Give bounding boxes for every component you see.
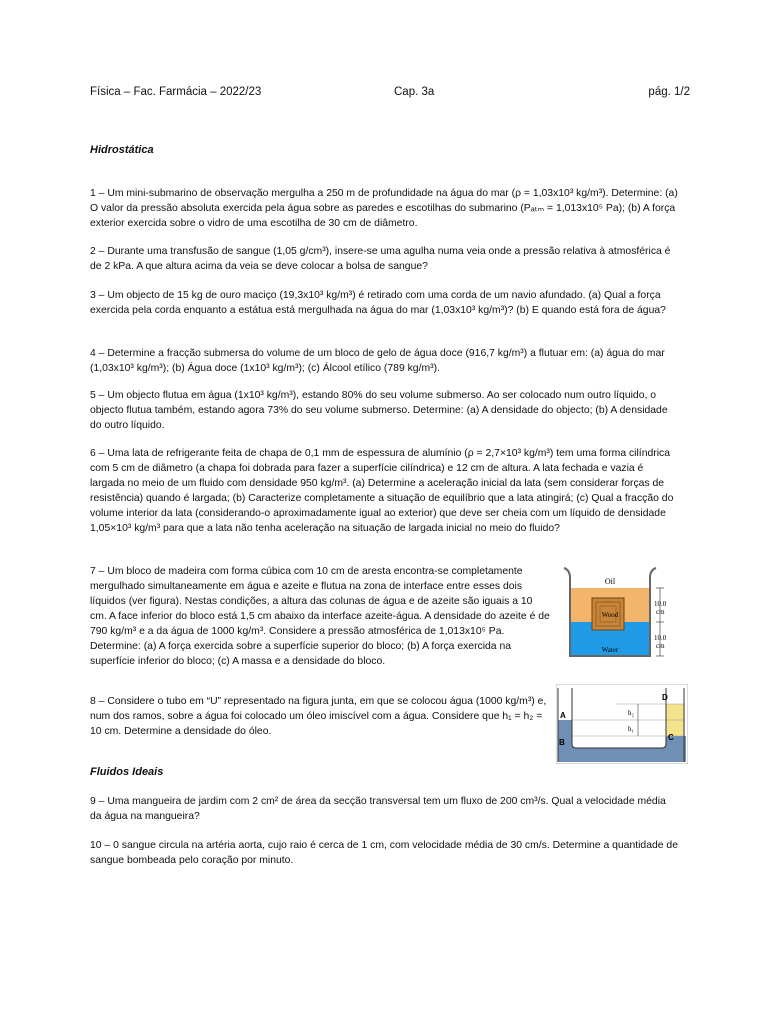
question-1-text: 1 – Um mini-submarino de observação mergulha a 250 m de profundidade na água do mar (ρ = 1,03x10³ kg/m³). Determine: (a) O valor da pressão absoluta exercida pela água sobre as paredes e escotilhas do submarino (Pₐₜₘ = 1,013x10⁵ Pa); (b) A força exterior exercida sobre o vidro de uma escotilha de 30 cm de diâmetro. bbox=[90, 188, 678, 229]
point-d-label: D bbox=[662, 693, 668, 702]
oil-label: Oil bbox=[604, 577, 616, 586]
section-title-hidrostatica: Hidrostática bbox=[90, 144, 154, 156]
question-6 bbox=[90, 446, 678, 536]
question-9 bbox=[90, 794, 678, 824]
question-7 bbox=[90, 564, 552, 669]
dimension-top-unit: cm bbox=[656, 608, 665, 616]
dimension-bottom-value: 10.0 bbox=[654, 634, 667, 642]
point-c-label: C bbox=[668, 733, 674, 742]
h1-label: h₁ bbox=[628, 725, 634, 733]
question-9-text: 9 – Uma mangueira de jardim com 2 cm² de área da secção transversal tem um fluxo de 200 cm³/s. Qual a velocidade média da água na mangueira? bbox=[90, 796, 666, 822]
h2-label: h₂ bbox=[628, 709, 634, 717]
question-3-text: 3 – Um objecto de 15 kg de ouro maciço (19,3x10³ kg/m³) é retirado com uma corda de um navio afundado. (a) Qual a força exercida pela corda enquanto a estátua está mergulhada na água do mar (1,03x10³ kg/m³)? (b) E quando está fora de água? bbox=[90, 290, 666, 316]
question-10-text: 10 – 0 sangue circula na artéria aorta, cujo raio é cerca de 1 cm, com velocidade média de 30 cm/s. Determine a quantidade de sangue bombeada pelo coração por minuto. bbox=[90, 840, 678, 866]
question-8 bbox=[90, 694, 552, 739]
header-course: Física – Fac. Farmácia – 2022/23 bbox=[90, 86, 262, 98]
dimension-top-value: 10.0 bbox=[654, 600, 667, 608]
question-1 bbox=[90, 186, 678, 231]
question-2-text: 2 – Durante uma transfusão de sangue (1,05 g/cm³), insere-se uma agulha numa veia onde a pressão relativa à atmosférica é de 2 kPa. A que altura acima da veia se deve colocar a bolsa de sangue? bbox=[90, 246, 671, 272]
question-4 bbox=[90, 346, 678, 376]
header-page-number: pág. 1/2 bbox=[648, 86, 690, 98]
question-3 bbox=[90, 288, 678, 318]
point-b-label: B bbox=[559, 738, 565, 747]
question-6-text: 6 – Uma lata de refrigerante feita de chapa de 0,1 mm de espessura de alumínio (ρ = 2,7×10³ kg/m³) tem uma forma cilíndrica com 5 cm de diâmetro (a chapa foi dobrada para fazer a superfície cilíndrica) e 12 cm de altura. A lata fechada e vazia é largada no meio de um fluido com densidade 950 kg/m³. (a) Determine a aceleração inicial da lata (sem considerar forças de resistência) quando é largada; (b) Caracterize completamente a situação de equilíbrio que a lata atingirá; (c) Qual a fracção do volume interior da lata (considerando-o aproximadamente igual ao exterior) que deve ser cheia com um líquido de densidade 1,05×10³ kg/m³ para que a lata não tenha aceleração na situação de largada inicial no meio do fluido? bbox=[90, 448, 674, 534]
section-title-fluidos-ideais: Fluidos Ideais bbox=[90, 766, 164, 778]
dimension-bottom-unit: cm bbox=[656, 642, 665, 650]
question-5 bbox=[90, 388, 678, 433]
question-4-text: 4 – Determine a fracção submersa do volume de um bloco de gelo de água doce (916,7 kg/m³) a flutuar em: (a) água do mar (1,03x10³ kg/m³); (b) Água doce (1x10³ kg/m³); (c) Álcool etílico (789 kg/m³). bbox=[90, 348, 665, 374]
question-8-text: 8 – Considere o tubo em “U” representado na figura junta, em que se colocou água (1000 kg/m³) e, num dos ramos, sobre a água foi colocado um óleo imiscível com a água. Considere que h₁ = h₂ = 10 cm. Determine a densidade do óleo. bbox=[90, 696, 547, 737]
question-10 bbox=[90, 838, 678, 868]
beaker-figure bbox=[556, 562, 688, 666]
question-5-text: 5 – Um objecto flutua em água (1x10³ kg/m³), estando 80% do seu volume submerso. Ao ser colocado num outro líquido, o objecto flutua também, estando agora 73% do seu volume submerso. Determine: (a) A densidade do objecto; (b) A densidade do outro líquido. bbox=[90, 390, 668, 431]
question-7-text: 7 – Um bloco de madeira com forma cúbica com 10 cm de aresta encontra-se completamente mergulhado simultaneamente em água e azeite e flutua na zona de interface entre esses dois líquidos (ver figura). Nestas condições, a altura das colunas de água e de azeite são iguais a 10 cm. A face inferior do bloco está 1,5 cm abaixo da interface azeite-água. A densidade do azeite é de 790 kg/m³ e a da água de 1000 kg/m³. Considere a pressão atmosférica de 1,013x10⁵ Pa. Determine: (a) A força exercida sobre a superfície superior do bloco; (b) A força exercida na superfície inferior do bloco; (c) A massa e a densidade do bloco. bbox=[90, 566, 550, 667]
header-chapter: Cap. 3a bbox=[394, 86, 435, 98]
water-left-arm bbox=[558, 720, 572, 736]
u-tube-figure bbox=[556, 684, 688, 764]
point-a-label: A bbox=[560, 711, 566, 720]
question-2 bbox=[90, 244, 678, 274]
u-tube-inner-wall bbox=[572, 688, 666, 748]
wood-label: Wood bbox=[601, 611, 619, 619]
water-label: Water bbox=[601, 646, 619, 654]
